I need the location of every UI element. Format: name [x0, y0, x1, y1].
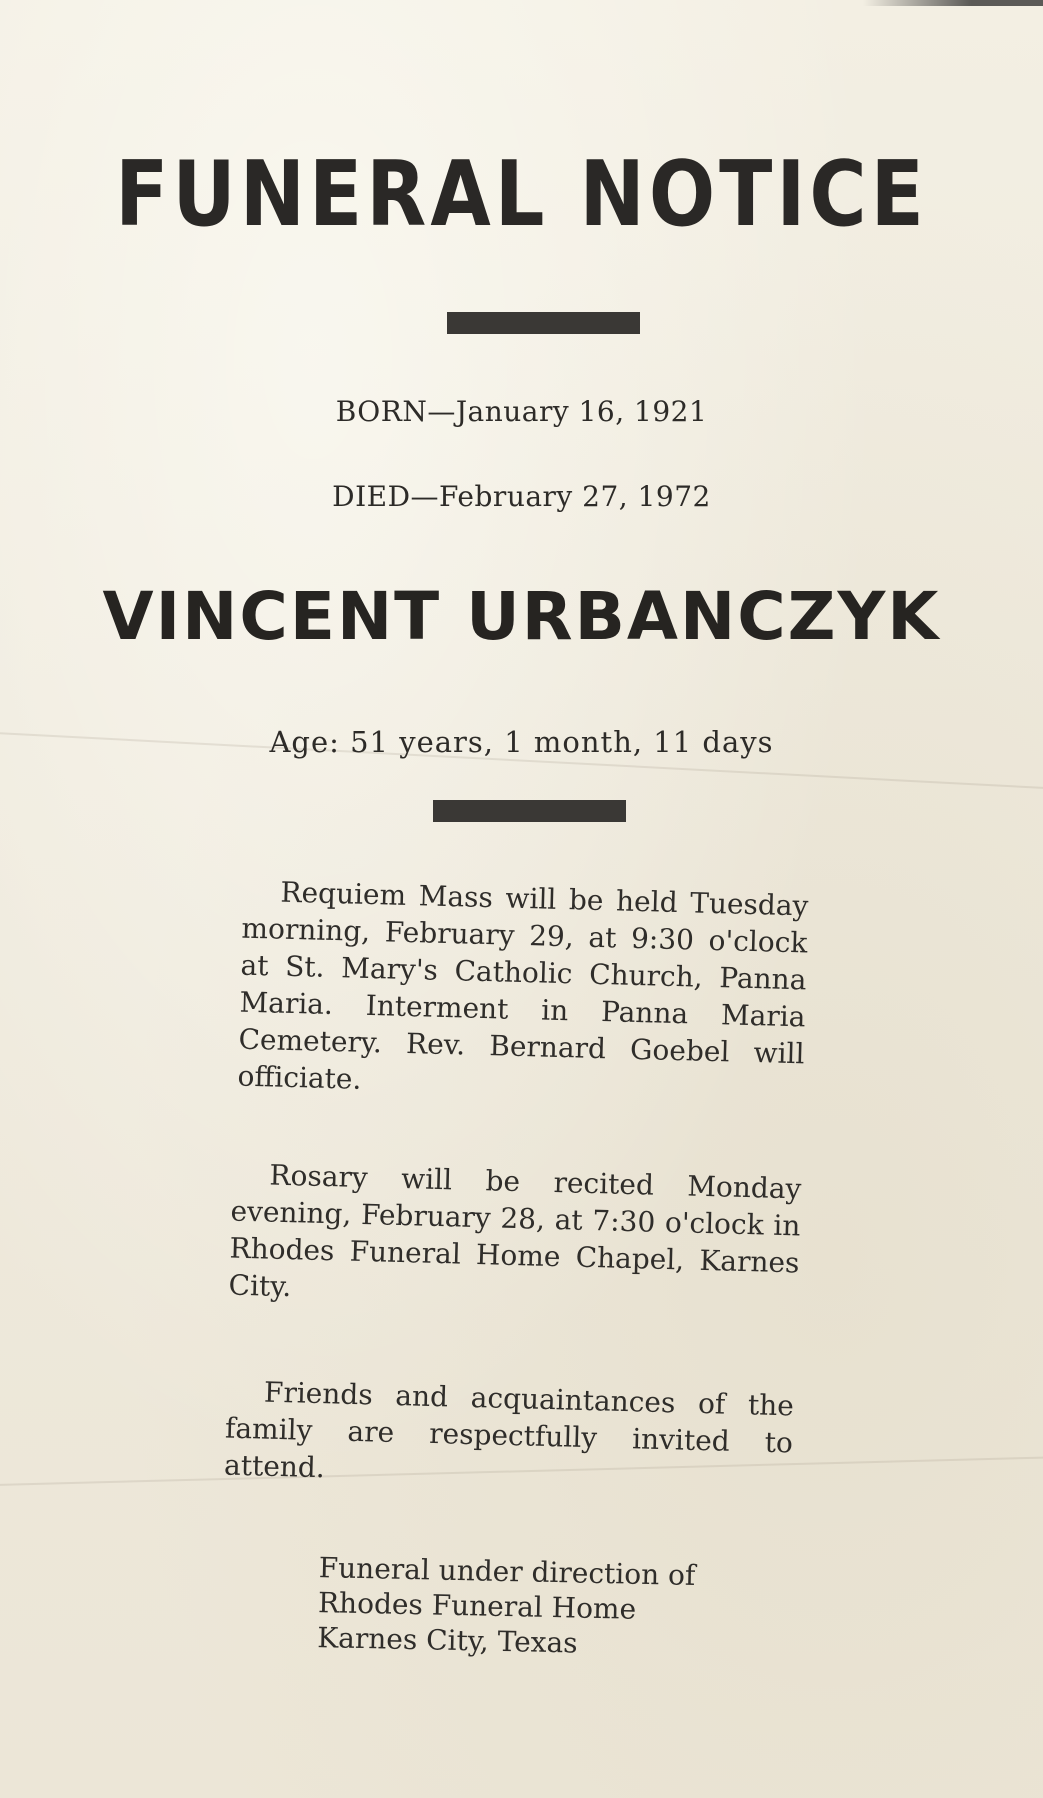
funeral-director-block [317, 1550, 789, 1665]
mass-paragraph: Requiem Mass will be held Tuesday morning, February 29, at 9:30 o'clock at St. Mary's Catholic Church, Panna Maria. Interment in Panna Maria Cemetery. Rev. Bernard Goebel will officiate. [237, 875, 809, 1096]
invitation-paragraph: Friends and acquaintances of the family are respectfully invited to attend. [223, 1375, 795, 1485]
age-line: Age: 51 years, 1 month, 11 days [269, 725, 774, 759]
footer-line: Funeral under direction of [318, 1551, 696, 1592]
born-date: BORN—January 16, 1921 [335, 395, 708, 428]
scan-edge-shadow [863, 0, 1043, 6]
footer-line: Karnes City, Texas [316, 1621, 578, 1660]
rosary-paragraph: Rosary will be recited Monday evening, February 28, at 7:30 o'clock in Rhodes Funeral Home Chapel, Karnes City. [228, 1158, 802, 1304]
divider-bar [433, 800, 626, 822]
notice-title: FUNERAL NOTICE [115, 143, 928, 247]
footer-line: Rhodes Funeral Home [317, 1586, 637, 1626]
divider-bar [447, 312, 640, 334]
deceased-name: VINCENT URBANCZYK [102, 578, 941, 655]
died-date: DIED—February 27, 1972 [332, 480, 711, 513]
